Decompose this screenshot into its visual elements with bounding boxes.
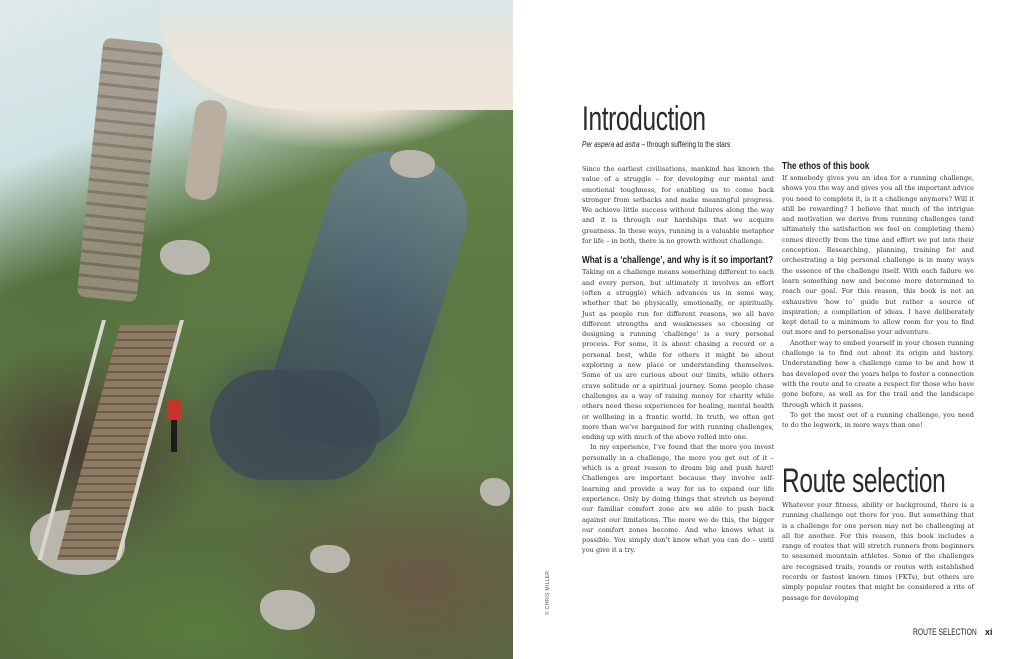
boulder (260, 590, 315, 630)
epigraph-latin: Per aspera ad astra (582, 140, 640, 149)
runner-figure (167, 400, 181, 420)
section-heading: The ethos of this book (782, 160, 870, 172)
paragraph: Since the earliest civilisations, mankind has known the value of a struggle – for developing our mental and emotional toughness, for enabling us to come back stronger from setbacks and make meaningful progress. We achieve little success without failures along the way and it is through our hardships that we acquire greatness. In these ways, running is a valuable metaphor for life – in both, there is no growth without challenge. (582, 165, 774, 246)
text-column-route (782, 500, 974, 603)
stream-pool (210, 370, 380, 480)
stone-steps (77, 38, 164, 303)
epigraph-translation: – through suffering to the stars (639, 140, 731, 149)
text-column-left (582, 164, 774, 556)
section-heading: What is a ‘challenge’, and why is it so important? (582, 254, 774, 267)
runner-legs (171, 420, 177, 452)
paragraph: Taking on a challenge means something different to each and every person, but ultimately it involves an effort (often a struggle) which advances us in some way, whether that be physically, emotionally, or spiritually. Just as people run for different reasons, we all have different strengths and weaknesses so choosing or designing a running ‘challenge’ is a very personal process. For some, it is about chasing a record or a personal best, while for others it might be about exploring a new place or understanding themselves. Some of us are curious about our limits, while others crave solitude or a spiritual journey. Some people chase challenges as a way of raising money for charity while others need these experiences for healing, mental health or wellbeing in a frantic world. In truth, we often get more than we’ve bargained for with running challenges, ending up with much of the above rolled into one. (582, 268, 774, 442)
page-number: xi (985, 627, 993, 637)
section-title: Route selection (782, 462, 946, 500)
text-column-right (782, 160, 974, 430)
paragraph: In my experience, I’ve found that the more you invest personally in a challenge, the more you get out of it – which is a great reason to dream big and push hard! Challenges are important because they involve self-learning and provide a way for us to expand our life experience. Only by doing things that stretch us beyond our familiar comfort zone are we able to push back against our limitations. The more we do this, the bigger our comfort zones become. And who knows what is possible. You simply don’t know what you can do – until you give it a try. (582, 443, 774, 555)
epigraph (582, 140, 730, 149)
boulder (310, 545, 350, 573)
beach-area (160, 0, 513, 110)
paragraph: If somebody gives you an idea for a running challenge, shows you the way and gives you all the important advice you need to complete it, is it a challenge anymore? Will it still be rewarding? I believe that much of the intrigue and motivation we derive from running challenges (and ultimately the satisfaction we feel on completing them) comes directly from the time and effort we put into their conception. Researching, planning, training for and orchestrating a big personal challenge is in many ways the essence of the challenge itself. With each failure we learn something new and become more determined to reach our goal. For this reason, this book is not an exhaustive ‘how to’ guide but rather a source of inspiration; a compilation of ideas. I have deliberately kept detail to a minimum to allow room for you to find out more and to personalise your adventure. (782, 174, 974, 337)
paragraph: Another way to embed yourself in your chosen running challenge is to find out about its origin and history. Understanding how a challenge came to be and how it has developed over the years helps to foster a connection with the route and to create a respect for those who have gone before, as well as for the trail and the landscape through which it passes. (782, 338, 974, 409)
boulder (160, 240, 210, 275)
page-title: Introduction (582, 100, 706, 138)
running-footer: ROUTE SELECTION (913, 627, 977, 637)
paragraph: Whatever your fitness, ability or background, there is a running challenge out there for you. But something that is a challenge for one person may not be challenging at all for another. For this reason, this book includes a range of routes that will stretch runners from beginners to seasoned mountain athletes. Some of the challenges are recognised trails, rounds or routes with established records or fastest known times (FKTs), but others are simply popular routes that might be considered a rite of passage for developing (782, 501, 974, 602)
paragraph: To get the most out of a running challenge, you need to do the legwork, in more ways than one! (782, 410, 974, 430)
photo-credit: © CHRIS MILLER (545, 570, 551, 615)
wooden-bridge (57, 325, 182, 560)
boulder (480, 478, 510, 506)
footpath (183, 98, 229, 201)
